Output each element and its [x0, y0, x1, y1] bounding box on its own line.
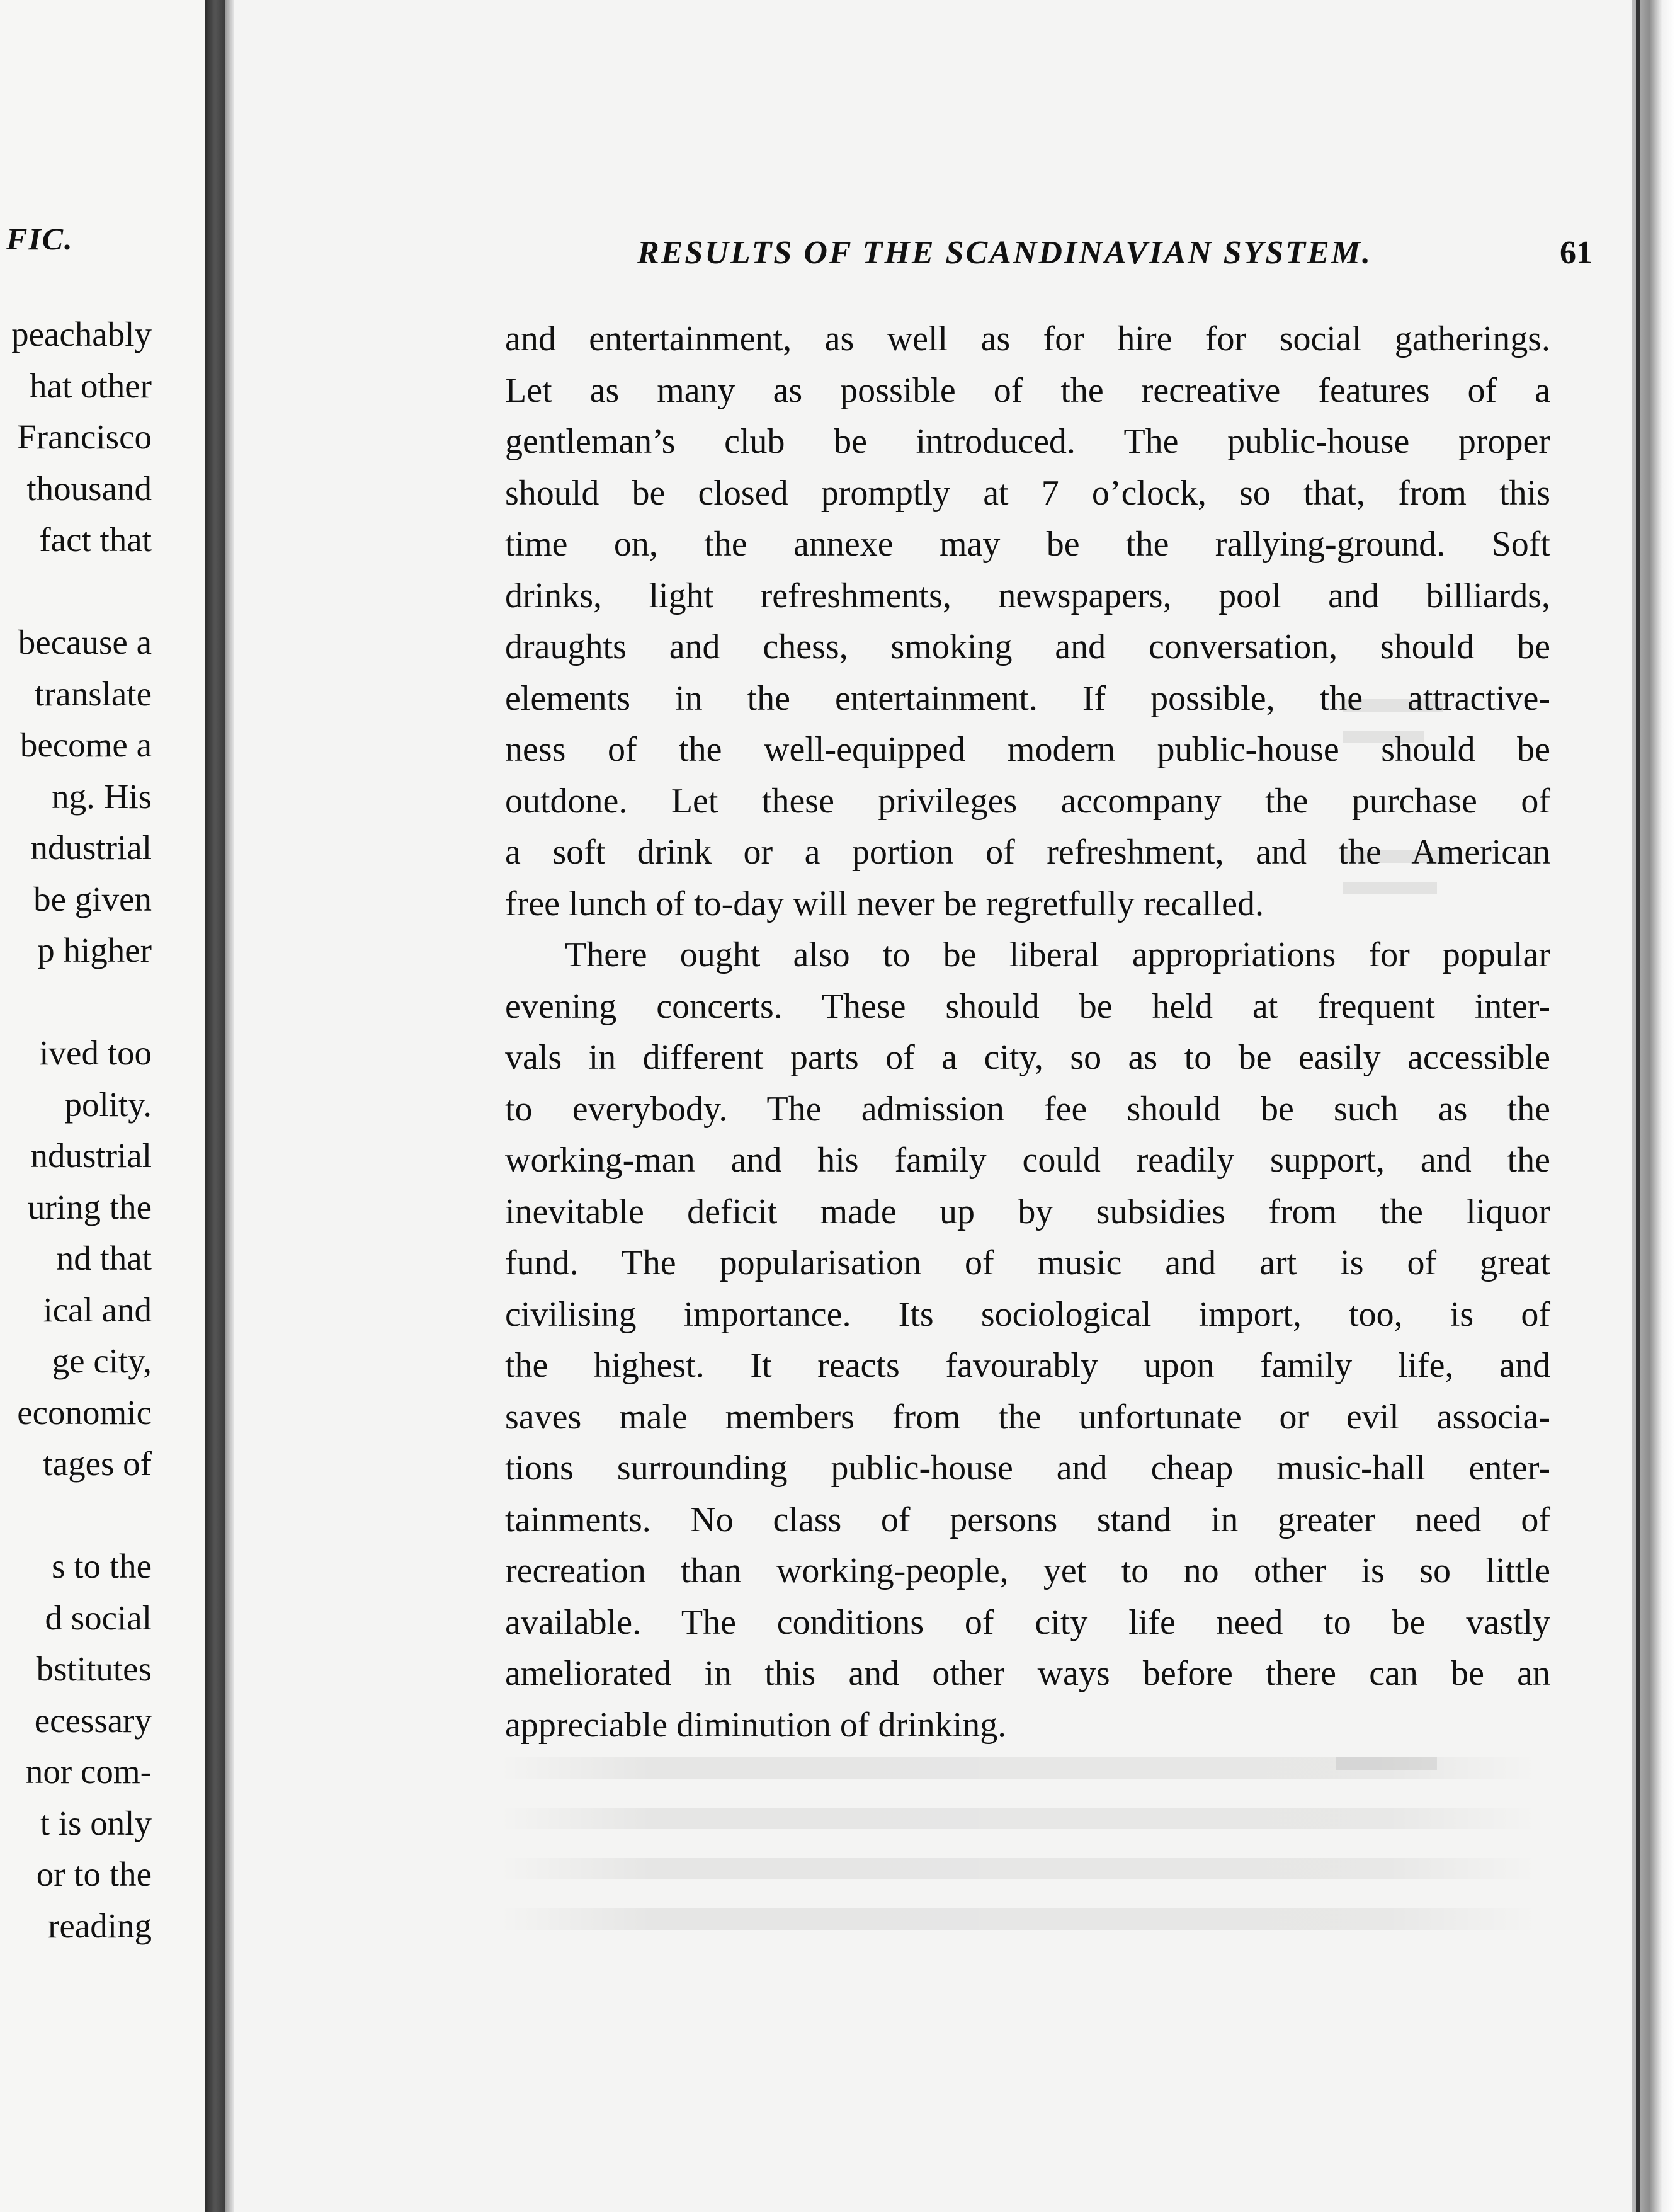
text-line: a soft drink or a portion of refreshment, and the American: [505, 833, 1550, 872]
left-line: p higher: [37, 931, 152, 969]
left-line: ndustrial: [30, 828, 152, 867]
text-line: and entertainment, as well as for hire for social gatherings.: [505, 319, 1550, 358]
text-line: should be closed promptly at 7 o’clock, so that, from this: [505, 473, 1550, 513]
text-line: gentleman’s club be introduced. The public-house proper: [505, 422, 1550, 461]
text-line: saves male members from the unfortunate or evil associa-: [505, 1397, 1550, 1437]
text-line: civilising importance. Its sociological import, too, is of: [505, 1294, 1550, 1334]
left-line: Francisco: [17, 418, 152, 456]
left-line: ived too: [39, 1034, 152, 1072]
text-line: elements in the entertainment. If possible, the attractive-: [505, 678, 1550, 718]
text-line: tainments. No class of persons stand in greater need of: [505, 1500, 1550, 1539]
text-line: the highest. It reacts favourably upon family life, and: [505, 1346, 1550, 1385]
left-page-text: [0, 309, 152, 1951]
text-line: available. The conditions of city life need to be vastly: [505, 1602, 1550, 1642]
text-line: ness of the well-equipped modern public-house should be: [505, 730, 1550, 769]
left-line: [0, 1490, 152, 1541]
binding-gutter: [205, 0, 225, 2212]
left-line: thousand: [26, 469, 152, 508]
text-line: There ought also to be liberal appropriations for popular: [565, 935, 1550, 974]
text-line: outdone. Let these privileges accompany the purchase of: [505, 781, 1550, 821]
left-line: because a: [18, 623, 152, 661]
page-number: 61: [1560, 235, 1593, 271]
left-line: hat other: [30, 366, 152, 405]
left-line: [0, 566, 152, 617]
left-line: t is only: [40, 1803, 152, 1842]
text-line: inevitable deficit made up by subsidies from the liquor: [505, 1192, 1550, 1231]
left-line: s to the: [52, 1547, 152, 1585]
bleed-through-line: [499, 1757, 1538, 1779]
left-facing-page: [0, 0, 205, 2212]
text-line: working-man and his family could readily support, and the: [505, 1141, 1550, 1180]
text-line: fund. The popularisation of music and art is of great: [505, 1243, 1550, 1282]
left-line: nor com-: [25, 1752, 152, 1791]
left-line: [0, 976, 152, 1028]
left-line: or to the: [36, 1855, 152, 1893]
text-line: draughts and chess, smoking and conversation, should be: [505, 627, 1550, 666]
text-line: appreciable diminution of drinking.: [505, 1705, 1007, 1745]
binding-gutter-highlight: [225, 0, 234, 2212]
text-line: time on, the annexe may be the rallying-ground. Soft: [505, 525, 1550, 564]
left-line: reading: [48, 1906, 152, 1945]
text-line: ameliorated in this and other ways before there can be an: [505, 1654, 1550, 1693]
left-line: peachably: [11, 315, 152, 353]
bleed-through-line: [499, 1808, 1538, 1829]
text-line: evening concerts. These should be held at frequent inter-: [505, 986, 1550, 1026]
left-line: uring the: [27, 1187, 152, 1226]
text-line: free lunch of to-day will never be regretfully recalled.: [505, 884, 1264, 923]
text-line: to everybody. The admission fee should be such as the: [505, 1089, 1550, 1129]
left-line: translate: [34, 674, 152, 713]
right-page: [234, 0, 1632, 2212]
left-line: tages of: [43, 1444, 152, 1483]
left-line: fact that: [39, 520, 152, 559]
text-line: recreation than working-people, yet to no other is so little: [505, 1551, 1550, 1590]
left-line: bstitutes: [36, 1650, 152, 1688]
bleed-through-line: [499, 1908, 1538, 1930]
page-edge-line: [1636, 0, 1640, 2212]
text-line: vals in different parts of a city, so as to be easily accessible: [505, 1038, 1550, 1077]
text-line: drinks, light refreshments, newspapers, pool and billiards,: [505, 576, 1550, 615]
running-head: RESULTS OF THE SCANDINAVIAN SYSTEM.: [637, 235, 1372, 271]
left-line: ge city,: [52, 1342, 152, 1380]
left-line: ecessary: [34, 1701, 152, 1740]
left-line: ndustrial: [30, 1136, 152, 1175]
body-text: [505, 314, 1550, 1751]
left-line: d social: [45, 1598, 152, 1637]
left-line: economic: [17, 1393, 152, 1432]
left-line: polity.: [64, 1085, 152, 1124]
text-line: Let as many as possible of the recreative features of a: [505, 370, 1550, 410]
left-line: ical and: [43, 1290, 152, 1329]
left-page-header: FIC.: [6, 221, 74, 256]
left-line: ng. His: [52, 777, 152, 816]
left-line: become a: [20, 726, 152, 764]
bleed-through-line: [499, 1858, 1538, 1879]
left-line: nd that: [56, 1239, 152, 1277]
left-line: be given: [33, 879, 152, 918]
text-line: tions surrounding public-house and cheap music-hall enter-: [505, 1449, 1550, 1488]
